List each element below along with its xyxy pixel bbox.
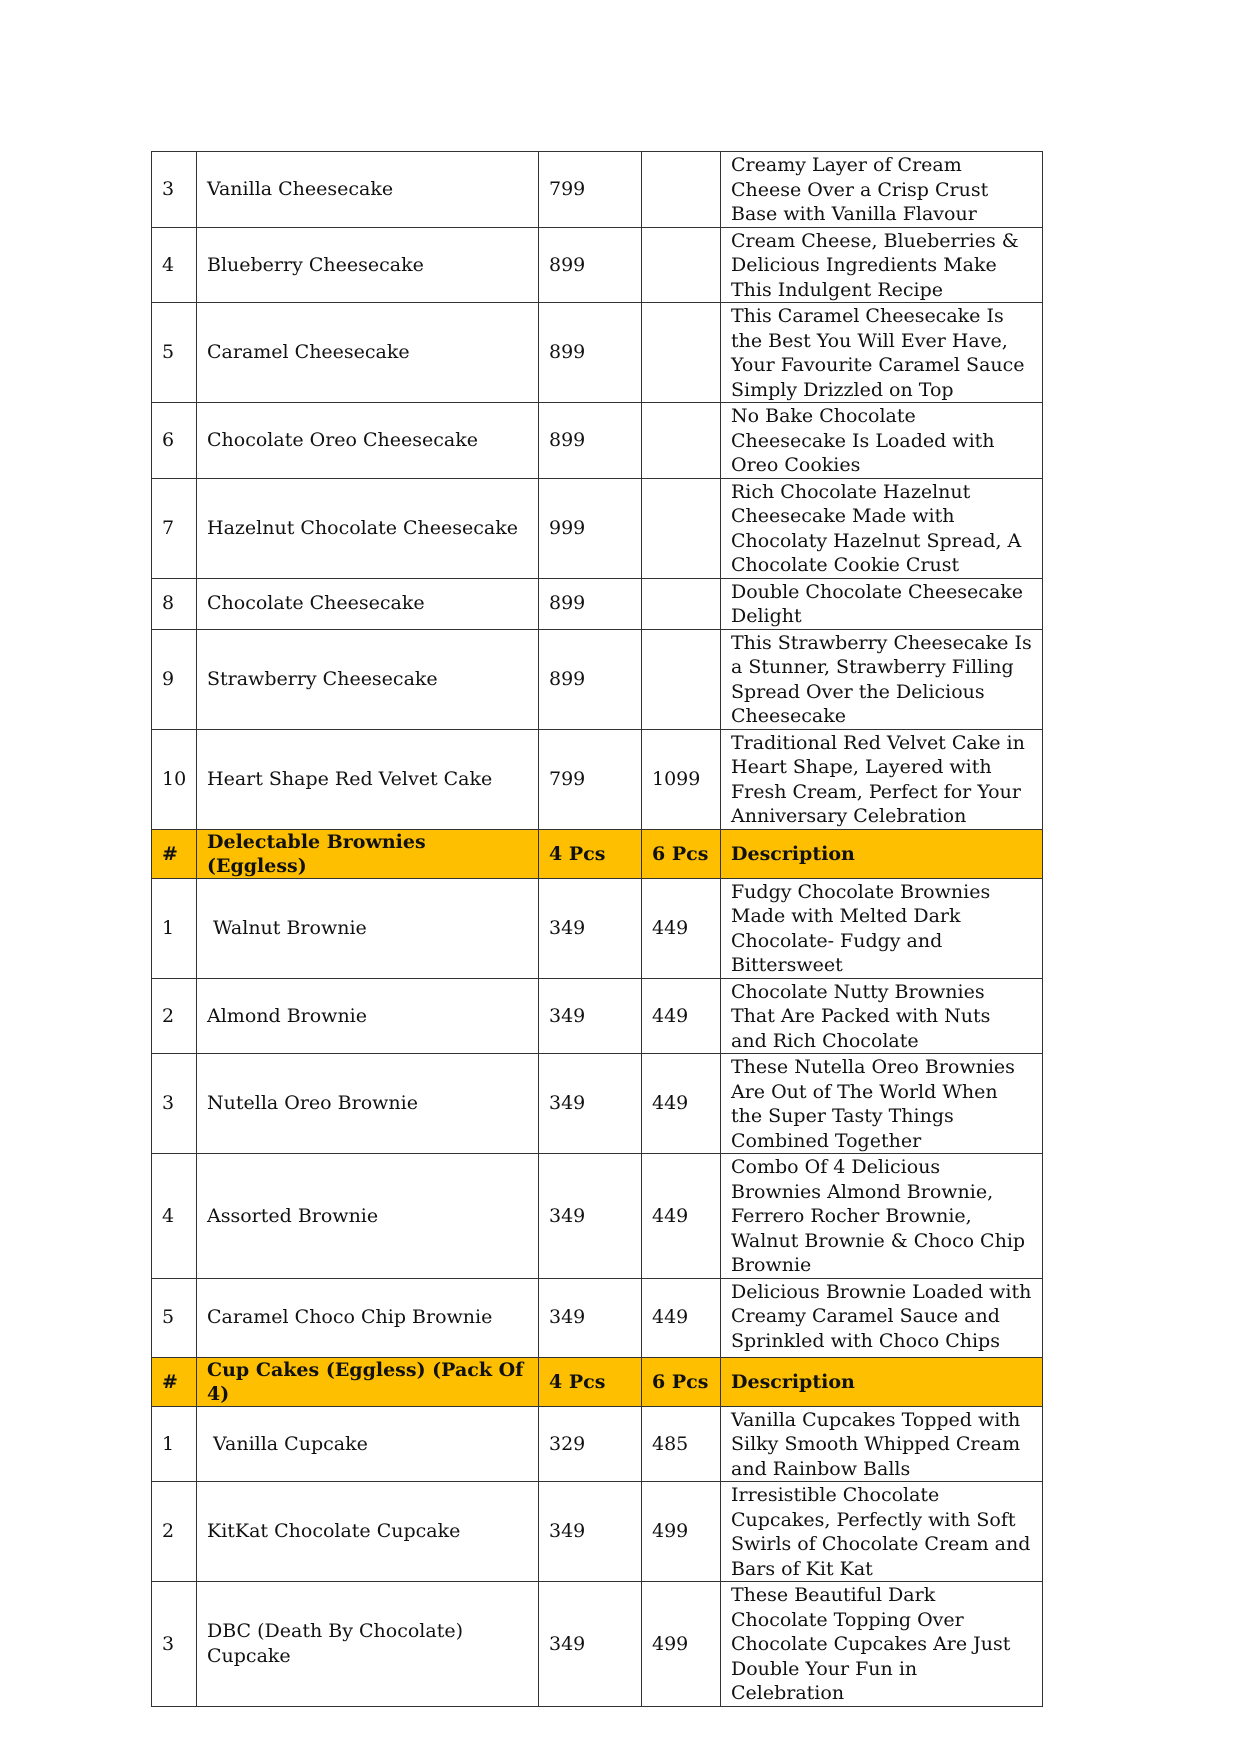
item-description: Traditional Red Velvet Cake in Heart Shape, Layered with Fresh Cream, Perfect for Your Anniversary Celebration — [721, 729, 1043, 829]
price-4-pcs: 349 — [539, 1482, 642, 1582]
item-name: Almond Brownie — [197, 978, 539, 1054]
price-6-pcs: 449 — [642, 1054, 721, 1154]
table-row — [152, 1582, 1043, 1707]
header-4-pcs: 4 Pcs — [539, 1357, 642, 1406]
price-6-pcs: 1099 — [642, 729, 721, 829]
section-header-brownies — [152, 829, 1043, 878]
item-description: These Nutella Oreo Brownies Are Out of The World When the Super Tasty Things Combined Together — [721, 1054, 1043, 1154]
item-description: This Caramel Cheesecake Is the Best You Will Ever Have, Your Favourite Caramel Sauce Simply Drizzled on Top — [721, 303, 1043, 403]
price-6-pcs — [642, 152, 721, 228]
header-number: # — [152, 1357, 197, 1406]
item-description: Delicious Brownie Loaded with Creamy Caramel Sauce and Sprinkled with Choco Chips — [721, 1278, 1043, 1357]
price-4-pcs: 899 — [539, 403, 642, 479]
price-6-pcs: 499 — [642, 1582, 721, 1707]
price-4-pcs: 329 — [539, 1406, 642, 1482]
item-number: 6 — [152, 403, 197, 479]
item-number: 2 — [152, 1482, 197, 1582]
item-name: Vanilla Cheesecake — [197, 152, 539, 228]
table-row — [152, 403, 1043, 479]
item-name: Chocolate Cheesecake — [197, 578, 539, 629]
price-4-pcs: 349 — [539, 1054, 642, 1154]
item-name: Nutella Oreo Brownie — [197, 1054, 539, 1154]
table-row — [152, 1054, 1043, 1154]
price-4-pcs: 349 — [539, 1278, 642, 1357]
price-6-pcs: 499 — [642, 1482, 721, 1582]
item-description: Cream Cheese, Blueberries & Delicious Ingredients Make This Indulgent Recipe — [721, 227, 1043, 303]
table-row — [152, 729, 1043, 829]
section-header-cupcakes — [152, 1357, 1043, 1406]
item-description: Irresistible Chocolate Cupcakes, Perfectly with Soft Swirls of Chocolate Cream and Bars of Kit Kat — [721, 1482, 1043, 1582]
table-row — [152, 1278, 1043, 1357]
table-row — [152, 578, 1043, 629]
price-6-pcs: 449 — [642, 878, 721, 978]
item-name: Vanilla Cupcake — [197, 1406, 539, 1482]
table-row — [152, 152, 1043, 228]
price-6-pcs — [642, 227, 721, 303]
item-description: Vanilla Cupcakes Topped with Silky Smooth Whipped Cream and Rainbow Balls — [721, 1406, 1043, 1482]
header-4-pcs: 4 Pcs — [539, 829, 642, 878]
item-description: This Strawberry Cheesecake Is a Stunner, Strawberry Filling Spread Over the Delicious Cheesecake — [721, 629, 1043, 729]
price-4-pcs: 999 — [539, 478, 642, 578]
price-4-pcs: 799 — [539, 729, 642, 829]
price-4-pcs: 899 — [539, 629, 642, 729]
item-name: DBC (Death By Chocolate) Cupcake — [197, 1582, 539, 1707]
item-name: Chocolate Oreo Cheesecake — [197, 403, 539, 479]
item-name: Hazelnut Chocolate Cheesecake — [197, 478, 539, 578]
item-number: 4 — [152, 1154, 197, 1279]
price-6-pcs — [642, 629, 721, 729]
item-number: 5 — [152, 303, 197, 403]
header-6-pcs: 6 Pcs — [642, 1357, 721, 1406]
table-row — [152, 629, 1043, 729]
header-description: Description — [721, 829, 1043, 878]
section-title: Delectable Brownies (Eggless) — [197, 829, 539, 878]
item-description: Creamy Layer of Cream Cheese Over a Crisp Crust Base with Vanilla Flavour — [721, 152, 1043, 228]
item-name: Caramel Cheesecake — [197, 303, 539, 403]
item-number: 7 — [152, 478, 197, 578]
price-4-pcs: 349 — [539, 978, 642, 1054]
table-row — [152, 1406, 1043, 1482]
price-6-pcs — [642, 478, 721, 578]
table-row — [152, 1154, 1043, 1279]
item-description: Combo Of 4 Delicious Brownies Almond Brownie, Ferrero Rocher Brownie, Walnut Brownie & Choco Chip Brownie — [721, 1154, 1043, 1279]
price-6-pcs — [642, 303, 721, 403]
item-number: 4 — [152, 227, 197, 303]
header-description: Description — [721, 1357, 1043, 1406]
item-description: Double Chocolate Cheesecake Delight — [721, 578, 1043, 629]
menu-table — [151, 151, 1043, 1707]
item-name: Caramel Choco Chip Brownie — [197, 1278, 539, 1357]
price-6-pcs — [642, 403, 721, 479]
item-description: These Beautiful Dark Chocolate Topping Over Chocolate Cupcakes Are Just Double Your Fun in Celebration — [721, 1582, 1043, 1707]
header-6-pcs: 6 Pcs — [642, 829, 721, 878]
price-6-pcs: 485 — [642, 1406, 721, 1482]
item-name: Assorted Brownie — [197, 1154, 539, 1279]
item-description: No Bake Chocolate Cheesecake Is Loaded with Oreo Cookies — [721, 403, 1043, 479]
item-number: 3 — [152, 152, 197, 228]
header-number: # — [152, 829, 197, 878]
price-4-pcs: 799 — [539, 152, 642, 228]
item-description: Fudgy Chocolate Brownies Made with Melted Dark Chocolate- Fudgy and Bittersweet — [721, 878, 1043, 978]
item-name: Heart Shape Red Velvet Cake — [197, 729, 539, 829]
item-name: Blueberry Cheesecake — [197, 227, 539, 303]
item-number: 1 — [152, 1406, 197, 1482]
item-description: Chocolate Nutty Brownies That Are Packed with Nuts and Rich Chocolate — [721, 978, 1043, 1054]
item-number: 1 — [152, 878, 197, 978]
item-number: 3 — [152, 1054, 197, 1154]
item-number: 3 — [152, 1582, 197, 1707]
price-4-pcs: 899 — [539, 227, 642, 303]
table-row — [152, 478, 1043, 578]
item-number: 10 — [152, 729, 197, 829]
table-row — [152, 303, 1043, 403]
section-title: Cup Cakes (Eggless) (Pack Of 4) — [197, 1357, 539, 1406]
item-number: 8 — [152, 578, 197, 629]
item-description: Rich Chocolate Hazelnut Cheesecake Made with Chocolaty Hazelnut Spread, A Chocolate Cookie Crust — [721, 478, 1043, 578]
item-number: 2 — [152, 978, 197, 1054]
price-4-pcs: 899 — [539, 578, 642, 629]
item-name: Walnut Brownie — [197, 878, 539, 978]
table-row — [152, 1482, 1043, 1582]
price-6-pcs — [642, 578, 721, 629]
price-4-pcs: 899 — [539, 303, 642, 403]
item-number: 5 — [152, 1278, 197, 1357]
price-4-pcs: 349 — [539, 1582, 642, 1707]
price-4-pcs: 349 — [539, 878, 642, 978]
item-number: 9 — [152, 629, 197, 729]
item-name: KitKat Chocolate Cupcake — [197, 1482, 539, 1582]
price-4-pcs: 349 — [539, 1154, 642, 1279]
table-row — [152, 227, 1043, 303]
price-6-pcs: 449 — [642, 978, 721, 1054]
price-6-pcs: 449 — [642, 1278, 721, 1357]
table-row — [152, 878, 1043, 978]
table-row — [152, 978, 1043, 1054]
item-name: Strawberry Cheesecake — [197, 629, 539, 729]
price-6-pcs: 449 — [642, 1154, 721, 1279]
